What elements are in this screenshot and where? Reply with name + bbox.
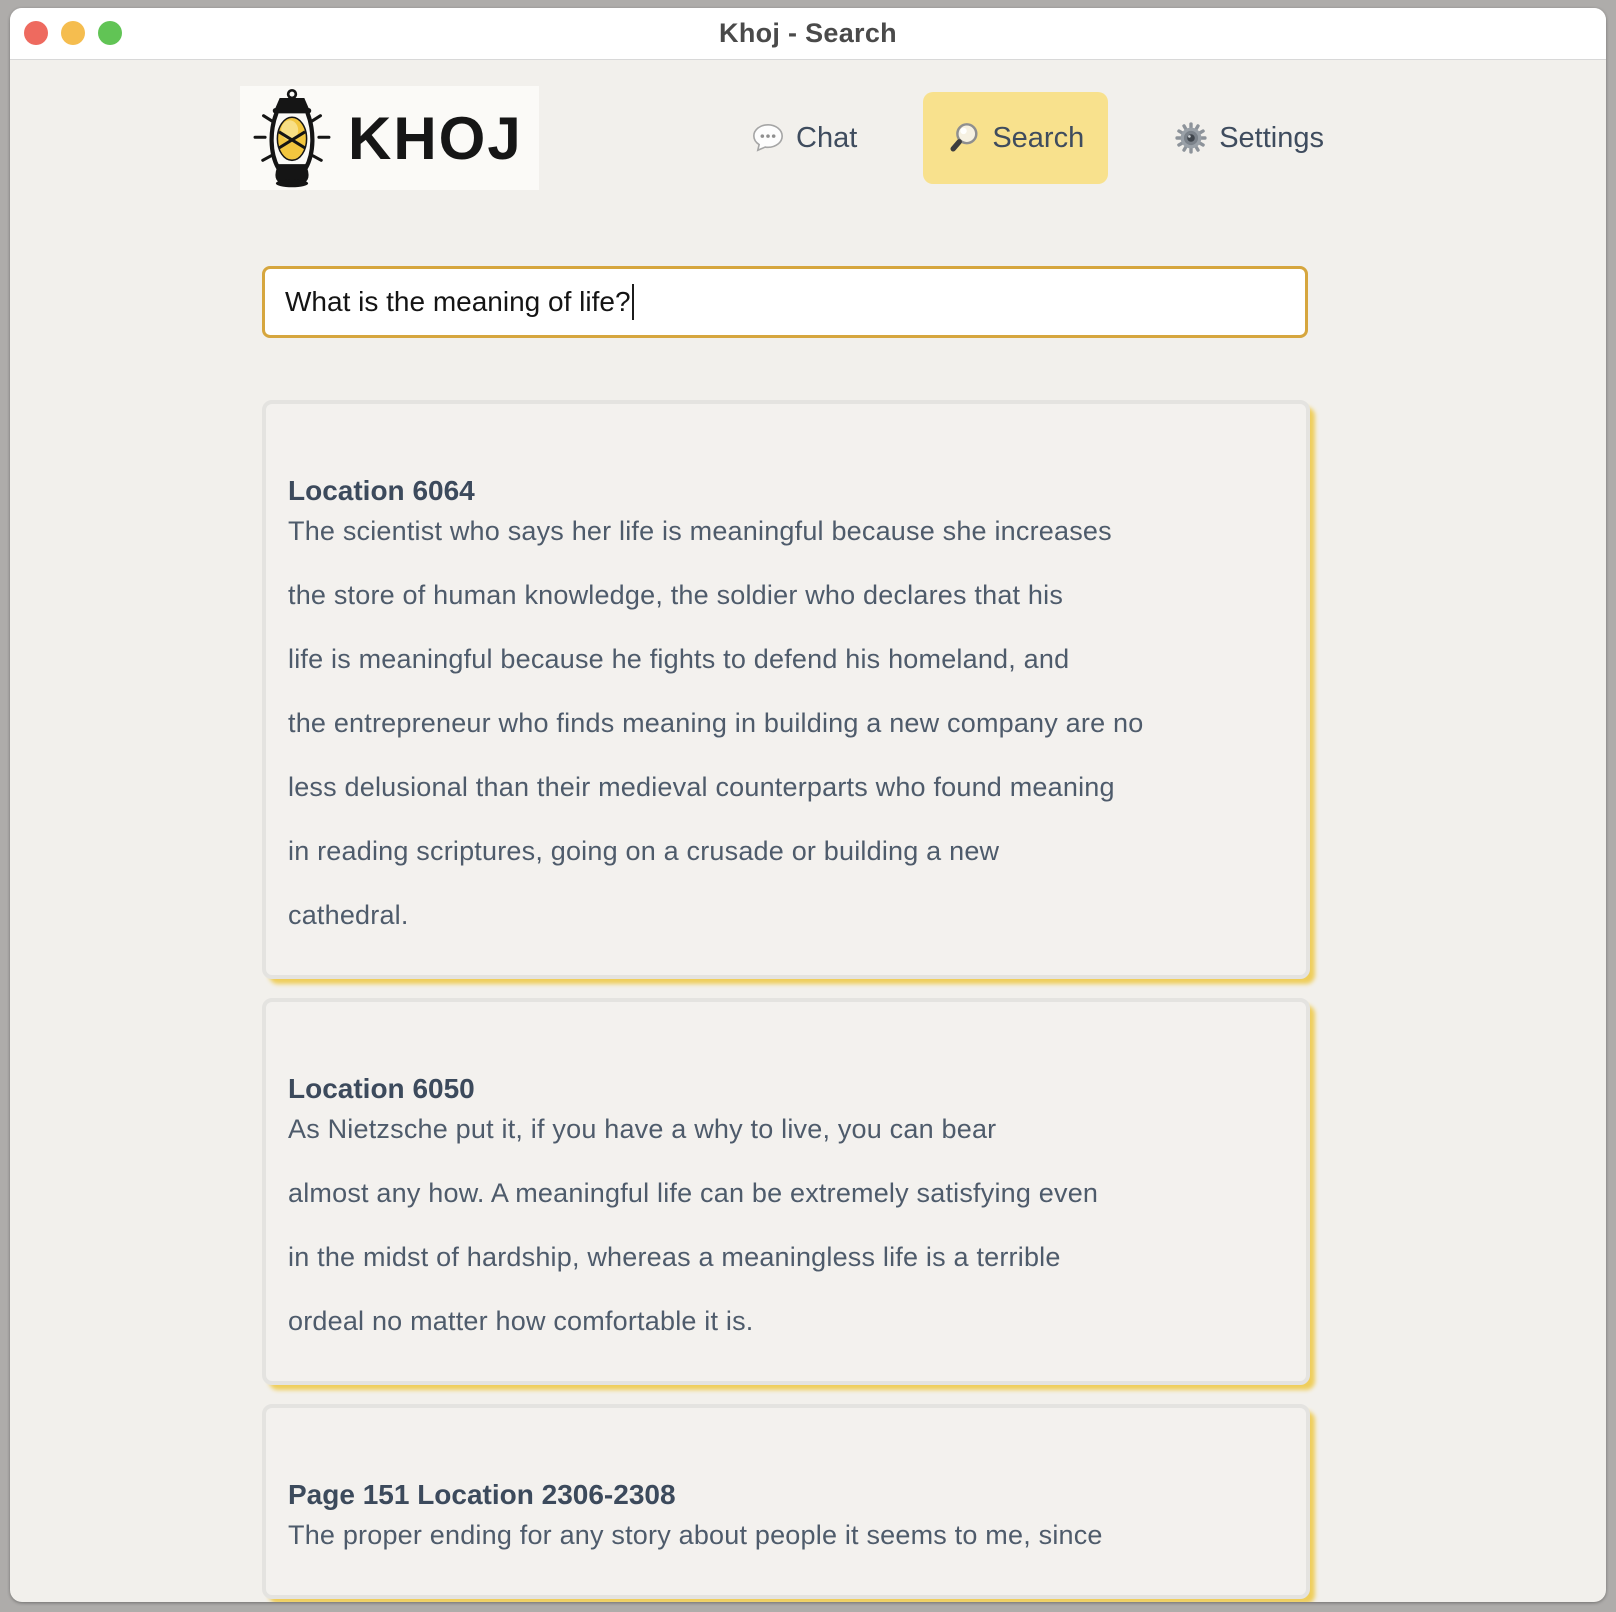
window-title: Khoj - Search bbox=[719, 18, 897, 48]
result-line: almost any how. A meaningful life can be extremely satisfying even bbox=[288, 1178, 1099, 1208]
lantern-icon bbox=[248, 88, 336, 188]
result-card[interactable] bbox=[262, 400, 1310, 979]
nav-settings-label: Settings bbox=[1219, 121, 1324, 154]
result-heading: Location 6064 bbox=[288, 475, 475, 506]
app-logo bbox=[240, 86, 539, 190]
search-input-value: What is the meaning of life? bbox=[285, 286, 631, 317]
nav-chat-label: Chat bbox=[796, 121, 858, 154]
nav-search-label: Search bbox=[992, 121, 1085, 154]
header bbox=[10, 86, 1606, 190]
result-line: The scientist who says her life is meaningful because she increases bbox=[288, 516, 1112, 546]
result-line: in the midst of hardship, whereas a meaningless life is a terrible bbox=[288, 1242, 1061, 1272]
result-line: life is meaningful because he fights to defend his homeland, and bbox=[288, 644, 1070, 674]
result-heading: Location 6050 bbox=[288, 1073, 475, 1104]
brand-name: KHOJ bbox=[348, 104, 523, 172]
result-card[interactable] bbox=[262, 998, 1310, 1385]
result-line: ordeal no matter how comfortable it is. bbox=[288, 1306, 754, 1336]
main-nav bbox=[751, 92, 1324, 184]
result-line: less delusional than their medieval counterparts who found meaning bbox=[288, 772, 1115, 802]
minimize-button[interactable] bbox=[61, 21, 85, 45]
titlebar bbox=[10, 8, 1606, 60]
magnifier-icon bbox=[947, 121, 981, 155]
result-line: The proper ending for any story about people it seems to me, since bbox=[288, 1520, 1103, 1550]
traffic-lights bbox=[24, 21, 122, 45]
nav-chat[interactable] bbox=[751, 121, 857, 155]
nav-settings[interactable] bbox=[1174, 121, 1324, 155]
gear-icon bbox=[1174, 121, 1208, 155]
result-line: As Nietzsche put it, if you have a why to live, you can bear bbox=[288, 1114, 997, 1144]
result-line: the entrepreneur who finds meaning in building a new company are no bbox=[288, 708, 1144, 738]
search-results bbox=[262, 400, 1310, 1599]
result-line: the store of human knowledge, the soldier who declares that his bbox=[288, 580, 1064, 610]
result-line: cathedral. bbox=[288, 900, 409, 930]
text-caret bbox=[632, 284, 634, 320]
result-heading: Page 151 Location 2306-2308 bbox=[288, 1479, 676, 1510]
result-card[interactable] bbox=[262, 1404, 1310, 1599]
app-window bbox=[10, 8, 1606, 1602]
zoom-button[interactable] bbox=[98, 21, 122, 45]
nav-search[interactable] bbox=[923, 92, 1108, 184]
result-line: in reading scriptures, going on a crusade or building a new bbox=[288, 836, 1000, 866]
speech-bubble-icon bbox=[751, 121, 785, 155]
search-input[interactable] bbox=[262, 266, 1308, 338]
close-button[interactable] bbox=[24, 21, 48, 45]
